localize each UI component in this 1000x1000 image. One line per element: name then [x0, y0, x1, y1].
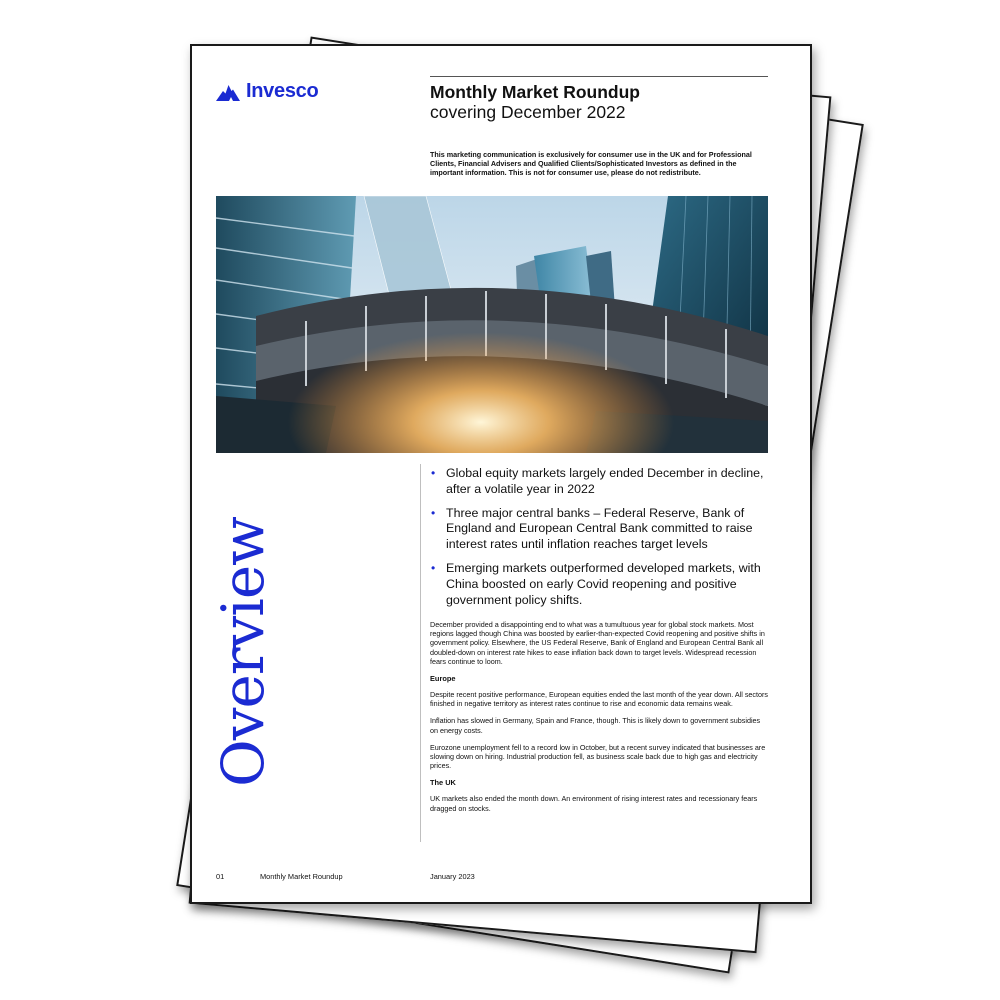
section-title-vertical: [208, 466, 278, 838]
title-rule: [430, 76, 768, 77]
europe-paragraph: Eurozone unemployment fell to a record low in October, but a recent survey indicated that businesses are slowing down on hiring. Industrial production fell, as business scale back due to high gas and electricity prices.: [430, 742, 766, 771]
key-points-list: [430, 466, 772, 616]
column-divider: [420, 464, 421, 842]
brand-name: Invesco: [246, 80, 319, 102]
uk-heading: The UK: [430, 778, 456, 788]
intro-paragraph: December provided a disappointing end to what was a tumultuous year for global stock markets. Most regions lagged though China was boosted by earlier-than-expected Covid reopening and positive shifts in government policy. Elsewhere, the US Federal Reserve, Bank of England and European Central Bank all doubled-down on interest rate hikes to ease inflation back down to target levels. Widespread recession fears continue to loom.: [430, 620, 765, 666]
skyscraper-photo: [216, 196, 768, 453]
invesco-mountain-logo-icon: [216, 83, 240, 101]
key-point: • Emerging markets outperformed developed markets, with China boosted on early Covid reopening and positive government policy shifts.: [430, 561, 772, 608]
footer-date: January 2023: [430, 872, 475, 881]
front-page: [190, 44, 812, 904]
europe-paragraph: Inflation has slowed in Germany, Spain and France, though. This is likely down to government subsidies on energy costs.: [430, 716, 761, 735]
document-subtitle: covering December 2022: [430, 102, 626, 122]
europe-heading: Europe: [430, 674, 456, 684]
footer-page-number: 01: [216, 872, 225, 881]
document-title: Monthly Market Roundup: [430, 82, 640, 102]
footer-document-name: Monthly Market Roundup: [260, 872, 343, 881]
uk-paragraph: UK markets also ended the month down. An environment of rising interest rates and recessionary fears dragged on stocks.: [430, 794, 758, 813]
disclaimer-text: This marketing communication is exclusively for consumer use in the UK and for Professional Clients, Financial Advisers and Qualified Clients/Sophisticated Investors as defined in the important information. This is not for consumer use, please do not redistribute.: [430, 150, 752, 177]
body-text: [430, 620, 770, 821]
key-point: • Three major central banks – Federal Reserve, Bank of England and European Central Bank committed to raise interest rates until inflation reaches target levels: [430, 506, 772, 553]
brand-logo: [216, 80, 318, 103]
key-point: • Global equity markets largely ended December in decline, after a volatile year in 2022: [430, 466, 772, 498]
overview-heading: Overview: [209, 517, 277, 787]
europe-paragraph: Despite recent positive performance, European equities ended the last month of the year down. All sectors finished in negative territory as interest rates continue to rise and economic data remains weak.: [430, 690, 769, 709]
